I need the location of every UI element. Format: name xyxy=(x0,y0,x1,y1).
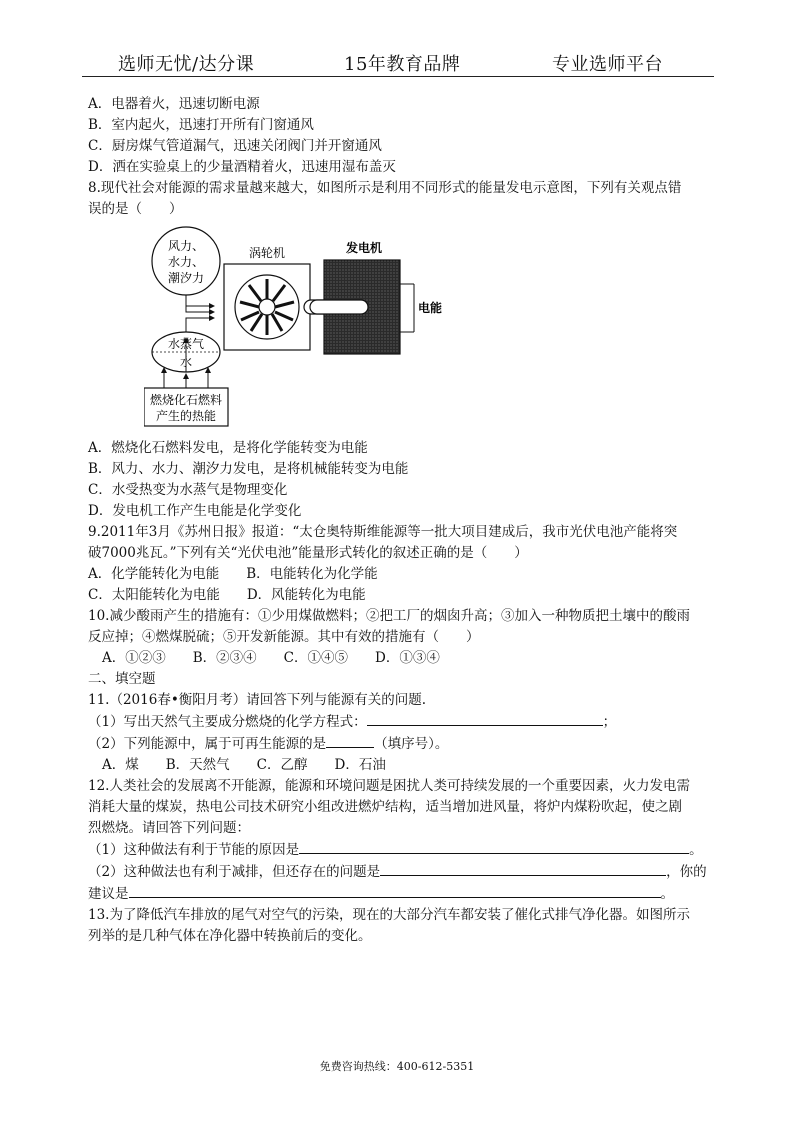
q8-stem-line1: 8.现代社会对能源的需求量越来越大，如图所示是利用不同形式的能量发电示意图，下列有关观点错 xyxy=(88,180,682,196)
q8-option-b: B．风力、水力、潮汐力发电，是将机械能转变为电能 xyxy=(88,461,409,477)
water-label: 水 xyxy=(179,355,193,369)
q11-options: A．煤 B．天然气 C．乙醇 D．石油 xyxy=(102,757,386,773)
q8-stem-line2: 误的是（ ） xyxy=(88,201,183,217)
q12-sub1-blank[interactable] xyxy=(299,839,689,854)
q7-option-c: C．厨房煤气管道漏气，迅速关闭阀门并开窗通风 xyxy=(88,138,382,154)
fuel-text-2: 产生的热能 xyxy=(155,409,217,423)
q12-sub2b-blank[interactable] xyxy=(129,883,661,898)
circle-text-1: 风力、 xyxy=(167,239,205,253)
q12-stem-line3: 烈燃烧。请回答下列问题： xyxy=(88,820,250,836)
q10-stem-line1: 10.减少酸雨产生的措施有：①少用煤做燃料；②把工厂的烟囱升高；③加入一种物质把土壤中的酸雨 xyxy=(88,608,690,624)
q12-sub2-text: （2）这种做法也有利于减排，但还存在的问题是 xyxy=(88,864,381,880)
q12-sub1-text: （1）这种做法有利于节能的原因是 xyxy=(88,842,300,858)
document-body xyxy=(88,94,728,947)
q12-sub2b-end: 。 xyxy=(660,886,674,902)
page-footer: 免费咨询热线：400-612-5351 xyxy=(319,1060,475,1073)
page-header xyxy=(82,46,714,77)
q9-options-row2: C．太阳能转化为电能 D．风能转化为电能 xyxy=(88,587,366,603)
q12-stem-line2: 消耗大量的煤炭，热电公司技术研究小组改进燃炉结构，适当增加进风量，将炉内煤粉吹起，使之剧 xyxy=(88,799,682,815)
q12-sub2 xyxy=(88,861,728,883)
q10-stem-line2: 反应掉；④燃煤脱硫；⑤开发新能源。其中有效的措施有（ ） xyxy=(88,629,480,645)
q11-sub1-end: ； xyxy=(602,714,617,730)
energy-diagram xyxy=(88,224,728,436)
header-brand: 选师无忧/达分课 xyxy=(118,54,255,75)
circle-text-3: 潮汐力 xyxy=(167,271,205,285)
q10-options: A．①②③ B．②③④ C．①④⑤ D．①③④ xyxy=(102,650,440,666)
q11-sub2-end: （填序号）。 xyxy=(374,736,449,752)
turbine-label: 涡轮机 xyxy=(248,246,286,260)
q7-option-d: D．洒在实验桌上的少量酒精着火，迅速用湿布盖灭 xyxy=(88,159,396,175)
header-platform: 专业选师平台 xyxy=(552,54,663,75)
q11-sub2-text: （2）下列能源中，属于可再生能源的是 xyxy=(88,736,327,752)
q11-sub1-blank[interactable] xyxy=(367,711,603,726)
generator-label: 发电机 xyxy=(345,241,383,255)
q12-sub2b xyxy=(88,883,728,905)
q7-option-b: B．室内起火，迅速打开所有门窗通风 xyxy=(88,117,314,133)
q9-options-row1: A．化学能转化为电能 B．电能转化为化学能 xyxy=(88,566,378,582)
fuel-text-1: 燃烧化石燃料 xyxy=(149,393,223,407)
q13-stem-line2: 列举的是几种气体在净化器中转换前后的变化。 xyxy=(88,928,372,944)
header-slogan: 15年教育品牌 xyxy=(344,54,461,75)
q12-sub2-blank[interactable] xyxy=(380,861,666,876)
q12-sub2b-text: 建议是 xyxy=(88,886,129,902)
q12-sub1-end: 。 xyxy=(689,842,703,858)
section-fill-in: 二、填空题 xyxy=(88,671,156,687)
q9-stem-line2: 破7000兆瓦。”下列有关“光伏电池”能量形式转化的叙述正确的是（ ） xyxy=(88,545,528,561)
q11-sub2-blank[interactable] xyxy=(326,733,374,748)
q12-stem-line1: 12.人类社会的发展离不开能源，能源和环境问题是困扰人类可持续发展的一个重要因素，火力发电需 xyxy=(88,778,690,794)
steam-label: 水蒸气 xyxy=(167,337,205,351)
q8-option-a: A．燃烧化石燃料发电，是将化学能转变为电能 xyxy=(88,440,368,456)
q12-sub2-end: ，你的 xyxy=(666,864,707,880)
q8-option-d: D．发电机工作产生电能是化学变化 xyxy=(88,503,302,519)
energy-diagram-svg xyxy=(144,224,444,436)
circle-text-2: 水力、 xyxy=(167,255,205,269)
q9-stem-line1: 9.2011年3月《苏州日报》报道：“太仓奥特斯维能源等一批大项目建成后，我市光伏电池产能将突 xyxy=(88,524,678,540)
q11-sub1 xyxy=(88,711,728,733)
electric-energy-label: 电能 xyxy=(418,301,443,315)
q13-stem-line1: 13.为了降低汽车排放的尾气对空气的污染，现在的大部分汽车都安装了催化式排气净化器。如图所示 xyxy=(88,907,690,923)
q11-sub1-text: （1）写出天然气主要成分燃烧的化学方程式： xyxy=(88,714,367,730)
q11-stem: 11.（2016春•衡阳月考）请回答下列与能源有关的问题. xyxy=(88,692,427,708)
q7-option-a: A．电器着火，迅速切断电源 xyxy=(88,96,260,112)
q11-sub2 xyxy=(88,733,728,755)
q8-option-c: C．水受热变为水蒸气是物理变化 xyxy=(88,482,288,498)
q12-sub1 xyxy=(88,839,728,861)
